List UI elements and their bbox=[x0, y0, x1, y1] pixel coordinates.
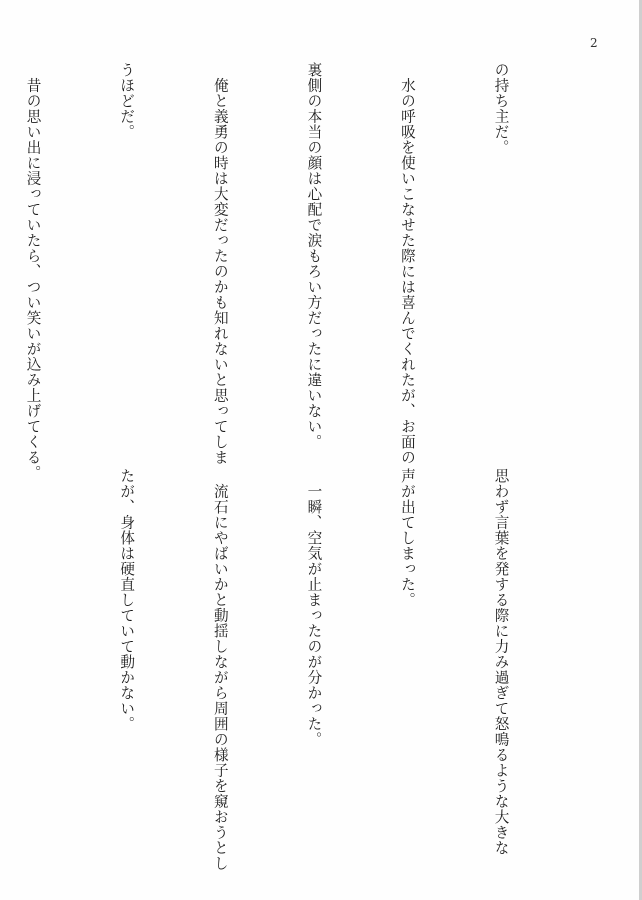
text-line: 思わず言葉を発する際に力み過ぎて怒鳴るような大きな bbox=[492, 468, 510, 856]
text-line: 昔の思い出に浸っていたら、つい笑いが込み上げてくる。 bbox=[24, 62, 42, 481]
text-line: 声が出てしまった。 bbox=[398, 468, 416, 608]
text-block-top bbox=[24, 62, 579, 481]
page-number: 2 bbox=[590, 36, 598, 50]
text-line: 俺と義勇の時は大変だったのかも知れないと思ってしま bbox=[211, 62, 229, 465]
text-line: たが、身体は硬直していて動かない。 bbox=[118, 468, 136, 732]
text-block-bottom bbox=[39, 468, 579, 871]
text-line: の持ち主だ。 bbox=[492, 62, 510, 155]
text-line: 一瞬、空気が止まったのが分かった。 bbox=[305, 468, 323, 747]
text-line: 水の呼吸を使いこなせた際には喜んでくれたが、お面の bbox=[398, 62, 416, 465]
text-line: 裏側の本当の顔は心配で涙もろい方だったに違いない。 bbox=[305, 62, 323, 450]
text-line: 流石にやばいかと動揺しながら周囲の様子を窺おうとし bbox=[211, 468, 229, 871]
text-line: うほどだ。 bbox=[118, 62, 136, 140]
